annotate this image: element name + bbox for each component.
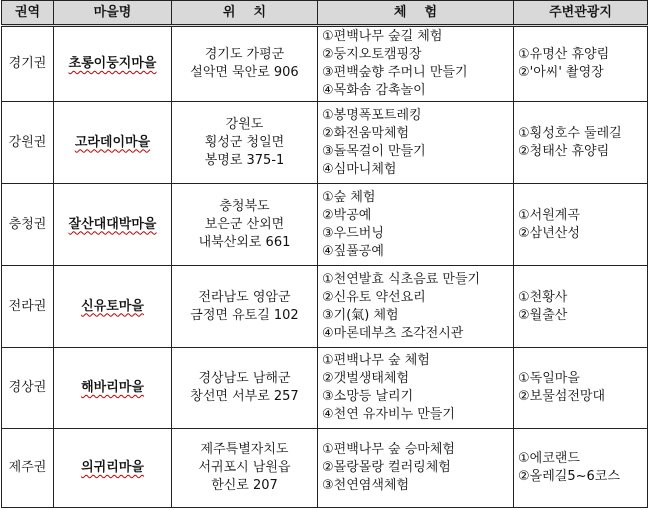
tour-cell xyxy=(514,184,648,266)
tour-item: ②청태산 휴양림 xyxy=(518,143,610,159)
experience-item: ③천연염색체험 xyxy=(322,478,410,493)
tour-item: ②'아씨' 촬영장 xyxy=(518,65,604,80)
table-row xyxy=(2,429,648,508)
experience-cell xyxy=(318,102,514,184)
tour-item: ①서원계곡 xyxy=(518,207,580,223)
table-row xyxy=(2,184,648,266)
experience-item: ③돌목걸이 만들기 xyxy=(322,143,426,159)
village-name-cell xyxy=(54,102,172,184)
tour-cell xyxy=(514,102,648,184)
location-line: 설악면 묵안로 906 xyxy=(190,65,299,80)
experience-item: ③편백숲향 주머니 만들기 xyxy=(322,65,468,80)
location-line: 경기도 가평군 xyxy=(204,47,285,62)
location-line: 경상남도 남해군 xyxy=(198,371,291,386)
table-row xyxy=(2,348,648,429)
experience-item: ①편백나무 숲 승마체험 xyxy=(322,442,455,457)
tour-item: ②보물섬전망대 xyxy=(518,389,606,404)
tour-item: ①천황사 xyxy=(518,289,568,305)
village-name: 잘산대대박마을 xyxy=(68,216,157,232)
experience-item: ④천연 유자비누 만들기 xyxy=(322,407,455,422)
location-cell xyxy=(172,348,318,429)
experience-item: ②화전움막체험 xyxy=(322,125,410,141)
village-name: 해바리마을 xyxy=(81,380,144,395)
location-cell xyxy=(172,26,318,102)
village-table xyxy=(1,0,648,508)
experience-item: ①편백나무 숲길 체험 xyxy=(322,29,443,44)
experience-item: ③우드버닝 xyxy=(322,225,384,241)
region-cell: 경상권 xyxy=(2,348,54,429)
experience-item: ④심마니체험 xyxy=(322,161,397,177)
experience-item: ①천연발효 식초음료 만들기 xyxy=(322,271,481,287)
experience-item: ②박공예 xyxy=(322,207,372,223)
location-line: 횡성군 청일면 xyxy=(204,134,285,150)
village-name: 의귀리마을 xyxy=(81,460,144,475)
experience-item: ②둥지오토캠핑장 xyxy=(322,47,422,62)
header-experience: 체 험 xyxy=(318,1,514,26)
experience-cell xyxy=(318,348,514,429)
experience-item: ①봉명폭포트레킹 xyxy=(322,107,422,123)
location-cell xyxy=(172,102,318,184)
experience-cell xyxy=(318,429,514,508)
village-name: 초롱이둥지마을 xyxy=(68,56,157,71)
table-row xyxy=(2,102,648,184)
village-name: 고라데이마을 xyxy=(74,134,151,150)
experience-item: ②신유토 약선요리 xyxy=(322,289,426,305)
location-cell xyxy=(172,266,318,348)
experience-item: ②몰랑몰랑 컬러링체험 xyxy=(322,460,451,475)
region-cell: 강원권 xyxy=(2,102,54,184)
experience-item: ④마론데부츠 조각전시관 xyxy=(322,325,464,341)
experience-item: ①숲 체험 xyxy=(322,189,376,205)
region-cell: 전라권 xyxy=(2,266,54,348)
region-cell: 충청권 xyxy=(2,184,54,266)
location-line: 강원도 xyxy=(225,116,264,132)
experience-item: ③소망등 날리기 xyxy=(322,389,414,404)
experience-item: ②갯벌생태체험 xyxy=(322,371,410,386)
location-line: 창선면 서부로 257 xyxy=(190,389,299,404)
location-line: 제주특별자치도 xyxy=(200,442,289,457)
region-cell: 제주권 xyxy=(2,429,54,508)
tour-item: ①독일마을 xyxy=(518,371,580,386)
header-location: 위 치 xyxy=(172,1,318,26)
village-name-cell xyxy=(54,429,172,508)
tour-cell xyxy=(514,429,648,508)
village-name: 신유토마을 xyxy=(81,298,144,314)
tour-item: ①횡성호수 둘레길 xyxy=(518,125,622,141)
tour-item: ①에코랜드 xyxy=(518,451,580,466)
experience-item: ③기(氣) 체험 xyxy=(322,307,399,323)
header-row xyxy=(2,1,648,26)
location-line: 충청북도 xyxy=(219,198,270,214)
experience-item: ①편백나무 숲 체험 xyxy=(322,353,430,368)
header-village: 마을명 xyxy=(54,1,172,26)
header-region: 권역 xyxy=(2,1,54,26)
village-name-cell xyxy=(54,184,172,266)
experience-item: ④짚풀공예 xyxy=(322,243,384,259)
location-cell xyxy=(172,429,318,508)
location-cell xyxy=(172,184,318,266)
location-line: 봉명로 375-1 xyxy=(204,152,285,168)
header-tour: 주변관광지 xyxy=(514,1,648,26)
tour-cell xyxy=(514,266,648,348)
tour-item: ②삼년산성 xyxy=(518,225,580,241)
tour-cell xyxy=(514,348,648,429)
village-name-cell xyxy=(54,348,172,429)
experience-item: ④목화솜 감촉놀이 xyxy=(322,83,426,98)
location-line: 내북산외로 661 xyxy=(198,234,291,250)
village-name-cell xyxy=(54,266,172,348)
tour-cell xyxy=(514,26,648,102)
location-line: 금정면 유토길 102 xyxy=(190,307,299,323)
location-line: 보은군 산외면 xyxy=(204,216,285,232)
experience-cell xyxy=(318,266,514,348)
tour-item: ①유명산 휴양림 xyxy=(518,47,610,62)
location-line: 서귀포시 남원읍 xyxy=(198,460,291,475)
experience-cell xyxy=(318,26,514,102)
experience-cell xyxy=(318,184,514,266)
region-cell: 경기권 xyxy=(2,26,54,102)
table-row xyxy=(2,266,648,348)
village-name-cell xyxy=(54,26,172,102)
location-line: 한신로 207 xyxy=(211,478,278,493)
tour-item: ②월출산 xyxy=(518,307,568,323)
tour-item: ②올레길5~6코스 xyxy=(518,469,620,484)
table-row xyxy=(2,26,648,102)
location-line: 전라남도 영암군 xyxy=(198,289,291,305)
